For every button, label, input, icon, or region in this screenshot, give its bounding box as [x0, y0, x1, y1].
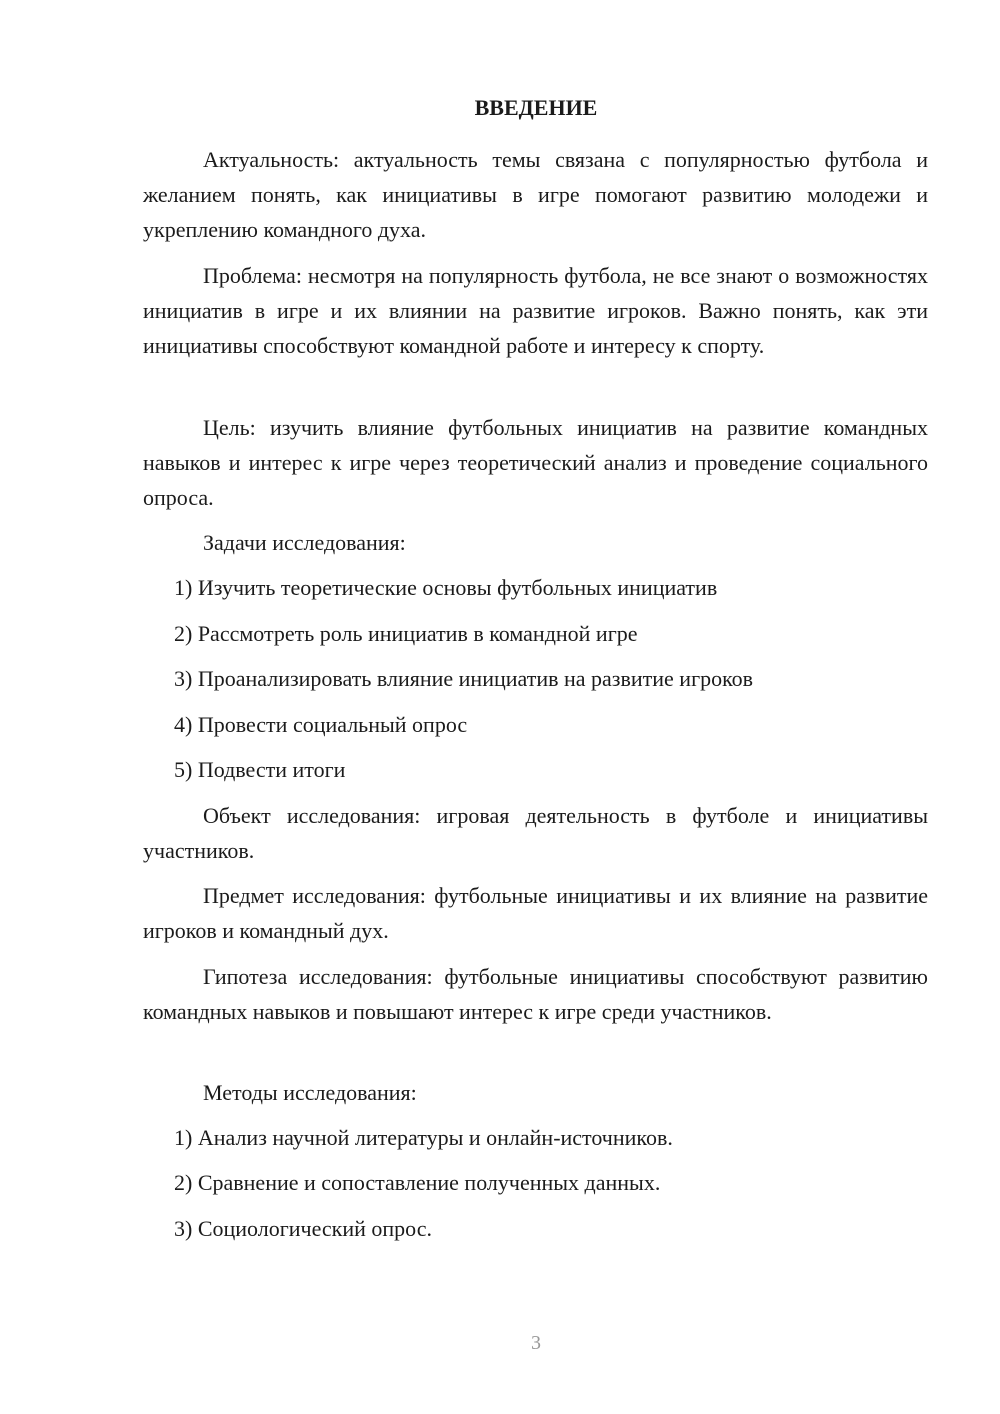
problem-paragraph: Проблема: несмотря на популярность футбола, не все знают о возможностях инициатив в игре и их влиянии на развитие игроков. Важно понять, как эти инициативы способствуют командной работе и интересу к спорту.: [143, 263, 928, 358]
relevance-paragraph: Актуальность: актуальность темы связана с популярностью футбола и желанием понять, как инициативы в игре помогают развитию молодежи и укреплению командного духа.: [143, 147, 928, 242]
method-item: 2) Сравнение и сопоставление полученных данных.: [174, 1170, 661, 1195]
task-item: 2) Рассмотреть роль инициатив в командной игре: [174, 621, 638, 646]
tasks-heading: Задачи исследования:: [203, 530, 406, 555]
methods-heading: Методы исследования:: [203, 1080, 417, 1105]
object-paragraph: Объект исследования: игровая деятельность в футболе и инициативы участников.: [143, 803, 928, 863]
goal-paragraph: Цель: изучить влияние футбольных инициатив на развитие командных навыков и интерес к игре через теоретический анализ и проведение социального опроса.: [143, 415, 928, 510]
task-item: 5) Подвести итоги: [174, 757, 346, 782]
method-item: 3) Социологический опрос.: [174, 1216, 432, 1241]
subject-paragraph: Предмет исследования: футбольные инициативы и их влияние на развитие игроков и командный дух.: [143, 883, 928, 943]
page-number: 3: [531, 1332, 541, 1354]
task-item: 4) Провести социальный опрос: [174, 712, 468, 737]
hypothesis-paragraph: Гипотеза исследования: футбольные инициативы способствуют развитию командных навыков и повышают интерес к игре среди участников.: [143, 964, 928, 1024]
task-item: 3) Проанализировать влияние инициатив на развитие игроков: [174, 666, 754, 691]
task-item: 1) Изучить теоретические основы футбольных инициатив: [174, 575, 718, 600]
method-item: 1) Анализ научной литературы и онлайн-источников.: [174, 1125, 673, 1150]
page-title: ВВЕДЕНИЕ: [474, 95, 598, 120]
